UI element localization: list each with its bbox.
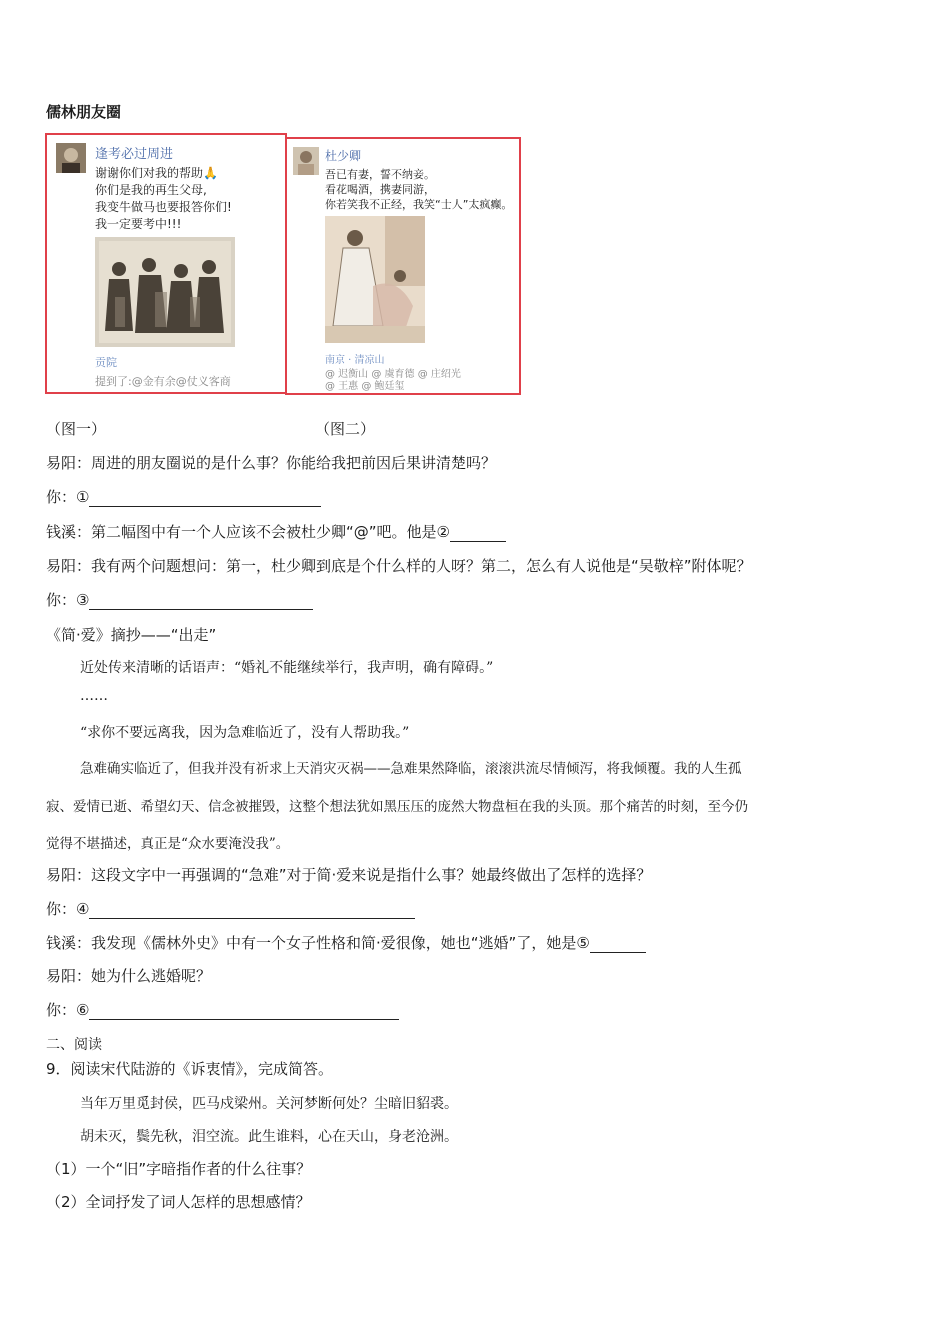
answer-blank[interactable] <box>89 902 415 919</box>
figure-caption-2: （图二） <box>315 420 376 438</box>
dialog-line <box>46 999 399 1020</box>
post-location: 南京 · 清凉山 <box>325 355 385 366</box>
dialog-line <box>46 589 313 610</box>
dialog-prompt: 钱溪：我发现《儒林外史》中有一个女子性格和简·爱很像，她也“逃婚”了，她是⑤ <box>46 934 590 952</box>
dialog-prompt: 你：① <box>46 488 90 506</box>
post-line: 我变牛做马也要报答你们! <box>95 200 232 214</box>
dialog-line <box>46 932 646 953</box>
section-heading: 二、阅读 <box>46 1037 102 1053</box>
post-author: 杜少卿 <box>325 149 362 163</box>
figure-caption-1: （图一） <box>46 420 107 438</box>
excerpt-title: 《简·爱》摘抄——“出走” <box>46 626 217 644</box>
section-title: 儒林朋友圈 <box>46 103 122 121</box>
excerpt-paragraph: “求你不要远离我，因为急难临近了，没有人帮助我。” <box>80 725 410 741</box>
question-9: 9．阅读宋代陆游的《诉衷情》，完成简答。 <box>46 1060 334 1078</box>
post-line: 看花喝酒，携妻同游， <box>325 183 435 196</box>
answer-blank[interactable] <box>590 936 646 953</box>
poem-line: 胡未灭，鬓先秋，泪空流。此生谁料，心在天山，身老沧洲。 <box>80 1129 458 1145</box>
excerpt-paragraph: …… <box>80 688 108 704</box>
dialog-prompt: 你：④ <box>46 900 90 918</box>
post-line: 我一定要考中!!! <box>95 217 182 231</box>
post-line: 你若笑我不正经，我笑“士人”太疯癫。 <box>325 198 513 211</box>
moments-post-1 <box>45 133 287 394</box>
post-line: 吾已有妻，誓不纳妾。 <box>325 168 435 181</box>
post-author: 逢考必过周进 <box>95 147 174 162</box>
illustration-image <box>95 237 235 347</box>
excerpt-paragraph: 近处传来清晰的话语声：“婚礼不能继续举行，我声明，确有障碍。” <box>80 660 494 676</box>
answer-blank[interactable] <box>89 1003 399 1020</box>
excerpt-paragraph: 寂、爱情已逝、希望幻天、信念被摧毁，这整个想法犹如黑压压的庞然大物盘桓在我的头顶。那个痛苦的时刻，至今仍 <box>46 799 748 815</box>
dialog-line <box>46 898 415 919</box>
answer-blank[interactable] <box>89 490 321 507</box>
illustration-image <box>325 216 425 343</box>
post-line: 谢谢你们对我的帮助🙏 <box>95 166 218 180</box>
dialog-line: 易阳：我有两个问题想问：第一，杜少卿到底是个什么样的人呀？第二，怎么有人说他是“吴敬梓”附体呢？ <box>46 557 752 575</box>
dialog-line <box>46 486 321 507</box>
sub-question: （2）全词抒发了词人怎样的思想感情？ <box>46 1193 311 1211</box>
excerpt-paragraph: 觉得不堪描述，真正是“众水要淹没我”。 <box>46 836 290 852</box>
poem-line: 当年万里觅封侯，匹马戍梁州。关河梦断何处？尘暗旧貂裘。 <box>80 1096 458 1112</box>
post-line: 你们是我的再生父母, <box>95 183 207 197</box>
avatar <box>56 143 86 173</box>
excerpt-paragraph: 急难确实临近了，但我并没有祈求上天消灾灭祸——急难果然降临，滚滚洪流尽情倾泻，将我倾覆。我的人生孤 <box>80 761 742 777</box>
answer-blank[interactable] <box>89 593 313 610</box>
sub-question: （1）一个“旧”字暗指作者的什么往事？ <box>46 1160 312 1178</box>
dialog-prompt: 钱溪：第二幅图中有一个人应该不会被杜少卿“@”吧。他是② <box>46 523 450 541</box>
avatar <box>293 147 319 175</box>
dialog-line: 易阳：周进的朋友圈说的是什么事？你能给我把前因后果讲清楚吗？ <box>46 454 497 472</box>
post-mentions: 提到了:@金有余@仗义客商 <box>95 375 231 388</box>
post-mentions: @ 迟衡山 @ 虞育德 @ 庄绍光 <box>325 369 461 380</box>
dialog-prompt: 你：③ <box>46 591 90 609</box>
dialog-line: 易阳：她为什么逃婚呢？ <box>46 967 212 985</box>
post-mentions: @ 王惠 @ 鲍廷玺 <box>325 381 405 392</box>
dialog-line <box>46 521 506 542</box>
dialog-prompt: 你：⑥ <box>46 1001 90 1019</box>
dialog-line: 易阳：这段文字中一再强调的“急难”对于简·爱来说是指什么事？她最终做出了怎样的选择？ <box>46 866 652 884</box>
answer-blank[interactable] <box>450 525 506 542</box>
moments-post-2 <box>285 137 521 395</box>
post-location: 贡院 <box>95 356 117 369</box>
